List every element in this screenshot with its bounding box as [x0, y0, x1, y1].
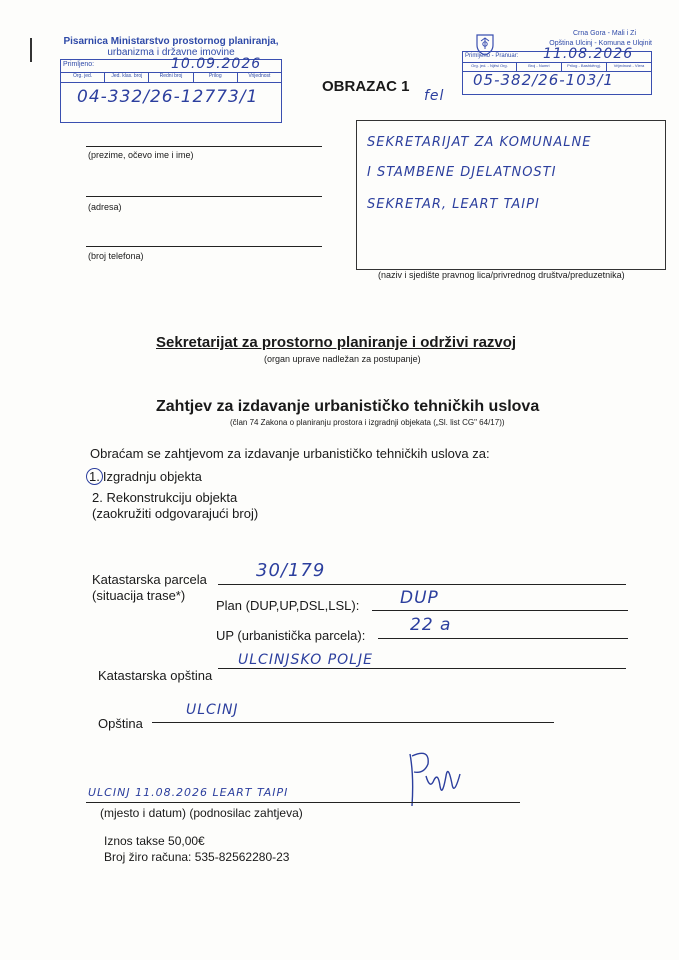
left-registry-stamp — [60, 36, 282, 123]
legal-entity-line-2: I STAMBENE DJELATNOSTI — [367, 165, 557, 180]
cadastral-municipality-label: Katastarska opština — [98, 668, 213, 683]
option-2: 2. Rekonstrukciju objekta — [92, 490, 238, 505]
organ-name: Sekretarijat za prostorno planiranje i održivi razvoj — [156, 334, 517, 351]
option-1 — [86, 468, 202, 485]
request-intro: Obraćam se zahtjevom za izdavanje urbanističko tehničkih uslova za: — [90, 446, 490, 461]
legal-entity-line-1: SEKRETARIJAT ZA KOMUNALNE — [367, 135, 592, 150]
left-stamp-received-label: Primljeno: — [63, 61, 95, 68]
fee-account: Broj žiro računa: 535-82562280-23 — [104, 850, 290, 864]
option-1-number: 1. — [86, 468, 103, 485]
left-stamp-header-1: Jed. klas. broj — [105, 73, 149, 82]
request-title: Zahtjev za izdavanje urbanističko tehničkih uslova — [156, 398, 540, 415]
signature-label: (mjesto i datum) (podnosilac zahtjeva) — [100, 806, 303, 820]
signature-line — [86, 802, 520, 803]
right-registry-stamp — [462, 30, 652, 95]
up-value: 22 a — [410, 615, 452, 635]
municipality-line — [152, 722, 554, 723]
address-label: (adresa) — [88, 202, 122, 212]
plan-label: Plan (DUP,UP,DSL,LSL): — [216, 598, 360, 613]
cadastral-municipality-value: ULCINJSKO POLJE — [238, 652, 373, 668]
right-stamp-header-3: Vrijednost - Vlera — [613, 63, 645, 68]
municipality-label: Opština — [98, 716, 143, 731]
right-stamp-header-2: Prilog - Bashkëngj. — [562, 63, 607, 71]
plan-value: DUP — [400, 588, 439, 608]
left-stamp-header-4: Vrijednost — [248, 73, 271, 79]
address-line — [86, 196, 322, 197]
margin-mark — [30, 38, 32, 62]
signature-scribble — [400, 746, 470, 819]
fee-tax: Iznos takse 50,00€ — [104, 834, 205, 848]
parcel-value: 30/179 — [256, 560, 326, 581]
legal-entity-box — [356, 120, 666, 270]
left-stamp-received-date: 10.09.2026 — [171, 56, 262, 72]
right-stamp-number: 05-382/26-103/1 — [473, 71, 614, 89]
plan-line — [372, 610, 628, 611]
left-stamp-title-1: Pisarnica Ministarstvo prostornog planiranja, — [63, 36, 279, 47]
name-line — [86, 146, 322, 147]
parcel-label: Katastarska parcela — [92, 572, 207, 587]
option-instruction: (zaokružiti odgovarajući broj) — [92, 506, 259, 521]
right-stamp-line-2: Opština Ulcinj - Komuna e Ulqinit — [549, 40, 652, 47]
cadastral-municipality-line — [218, 668, 626, 669]
right-stamp-line-1: Crna Gora - Mali i Zi — [572, 30, 636, 37]
left-stamp-header-0: Org. jed. — [61, 73, 105, 82]
form-title: OBRAZAC 1 — [322, 78, 410, 95]
right-stamp-received-date: 11.08.2026 — [543, 46, 634, 62]
signature-place-date: ULCINJ 11.08.2026 LEART TAIPI — [88, 786, 289, 799]
up-line — [378, 638, 628, 639]
right-stamp-header-1: Broj - Numri — [517, 63, 562, 71]
left-stamp-number: 04-332/26-12773/1 — [77, 87, 259, 107]
parcel-line — [218, 584, 626, 585]
option-1-text: Izgradnju objekta — [102, 469, 202, 484]
left-stamp-header-2: Redni broj — [149, 73, 193, 82]
phone-label: (broj telefona) — [88, 251, 144, 261]
phone-line — [86, 246, 322, 247]
right-stamp-header-0: Org. jed. - Njësi Org. — [463, 63, 517, 71]
organ-label: (organ uprave nadležan za postupanje) — [264, 354, 421, 364]
up-label: UP (urbanistička parcela): — [216, 628, 366, 643]
municipality-value: ULCINJ — [186, 702, 239, 718]
right-stamp-received-label: Primljeno - Pranuar: — [465, 53, 519, 59]
form-title-mark: fel — [424, 88, 445, 104]
left-stamp-header-3: Prilog — [194, 73, 238, 82]
parcel-sub: (situacija trase*) — [92, 588, 186, 603]
left-stamp-title-2: urbanizma i državne imovine — [107, 47, 235, 58]
legal-entity-label: (naziv i sjedište pravnog lica/privrednog društva/preduzetnika) — [378, 270, 625, 280]
legal-entity-line-3: SEKRETAR, LEART TAIPI — [367, 197, 540, 212]
request-legal-basis: (član 74 Zakona o planiranju prostora i izgradnji objekata („Sl. list CG" 64/17)) — [230, 418, 505, 427]
name-label: (prezime, očevo ime i ime) — [88, 150, 194, 160]
